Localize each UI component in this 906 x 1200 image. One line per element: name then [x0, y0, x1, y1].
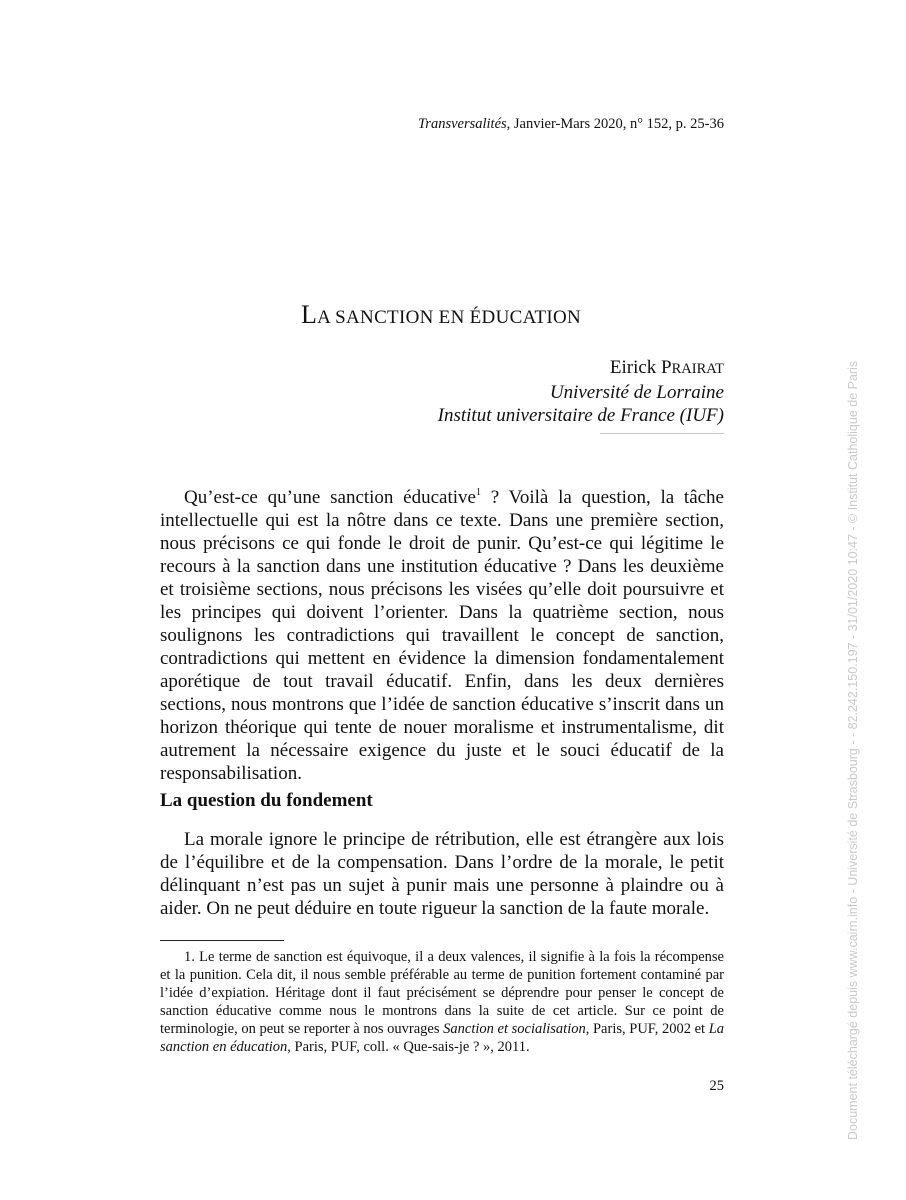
footnote-book-2: La sanction en éducation — [160, 1021, 725, 1055]
footnote-1 — [160, 948, 724, 1056]
footnote-divider — [160, 940, 284, 941]
footnote-book-1: Sanction et socialisation — [443, 1021, 586, 1037]
abstract — [160, 486, 724, 785]
abstract-paragraph — [160, 486, 724, 785]
article-title — [0, 300, 882, 330]
abstract-text-start: Qu’est-ce qu’une sanction éducative — [184, 487, 476, 508]
section-heading: La question du fondement — [160, 790, 373, 811]
page-number: 25 — [709, 1078, 724, 1094]
author-last-name-rest: RAIRAT — [671, 361, 724, 377]
affiliation-1: Université de Lorraine — [549, 382, 724, 403]
footnote-ref-1[interactable]: 1 — [475, 487, 481, 498]
footnote-text-3: , Paris, PUF, coll. « Que-sais-je ? », 2011. — [287, 1039, 530, 1055]
footnote-text-2: , Paris, PUF, 2002 et — [585, 1021, 709, 1037]
journal-name: Transversalités — [418, 116, 507, 132]
title-rest: SANCTION EN ÉDUCATION — [330, 307, 582, 328]
author-block — [438, 356, 724, 427]
abstract-text-rest: ? Voilà la question, la tâche intellectuelle qui est la nôtre dans ce texte. Dans une première section, nous précisons ce qui fonde le droit de punir. Qu’est-ce qui légitime le recours à la sanction dans une institution éducative ? Dans les deuxième et troisième sections, nous précisons les visées qu’elle doit poursuivre et les principes qui doivent l’orienter. Dans la quatrième section, nous soulignons les contradictions qui travaillent le concept de sanction, contradictions qui mettent en évidence la dimension fondamentalement aporétique de tout travail éducatif. Enfin, dans les deux dernières sections, nous montrons que l’idée de sanction éducative s’inscrit dans un horizon théorique qui tente de nouer moralisme et instrumentalisme, dit autrement la nécessaire exigence du juste et le souci éducatif de la responsabilisation. — [160, 487, 724, 784]
affiliation-2: Institut universitaire de France (IUF) — [437, 405, 724, 426]
footnote-text-1: 1. Le terme de sanction est équivoque, il a deux valences, il signifie à la fois la récompense et la punition. Cela dit, il nous semble préférable au terme de punition fortement contaminé par l’idée d’expiation. Héritage dont il faut précisément se déprendre pour penser le concept de sanction éducative comme nous le montrons dans la suite de cet article. Sur ce point de terminologie, on peut se reporter à nos ouvrages — [160, 949, 724, 1037]
author-first-name: Eirick — [609, 357, 662, 378]
footnote-paragraph — [160, 948, 724, 1056]
issue-info: , Janvier-Mars 2020, n° 152, p. 25-36 — [506, 116, 724, 132]
running-header — [418, 116, 724, 133]
author-last-name-initial: P — [661, 357, 672, 378]
author-name — [438, 356, 724, 381]
download-watermark: Document téléchargé depuis www.cairn.info - Université de Strasbourg - - 82.242.150.197 - 31/01/2020 10:47 - © Institut Catholique de Paris — [846, 360, 860, 1140]
title-first-word-rest: A — [317, 307, 331, 328]
section-paragraph: La morale ignore le principe de rétribution, elle est étrangère aux lois de l’équilibre et de la compensation. Dans l’ordre de la morale, le petit délinquant n’est pas un sujet à punir mais une personne à plaindre ou à aider. On ne peut déduire en toute rigueur la sanction de la faute morale. — [160, 829, 724, 919]
author-divider — [600, 433, 724, 434]
section-body — [160, 828, 724, 920]
title-first-letter: L — [300, 300, 318, 329]
